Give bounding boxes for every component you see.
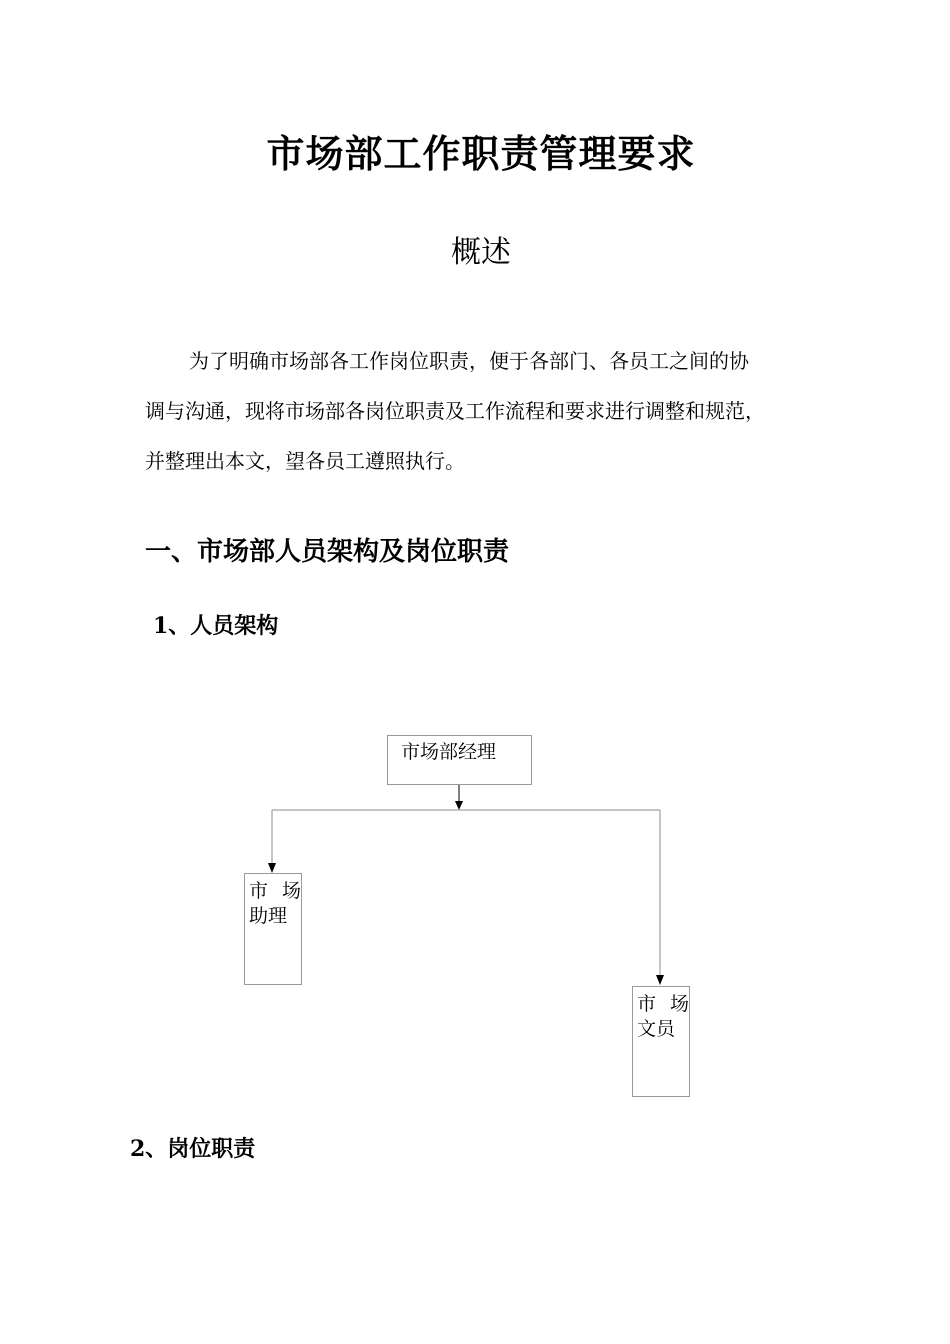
section-heading: 一、市场部人员架构及岗位职责 [145, 537, 510, 567]
arrow-head-icon [455, 801, 463, 810]
subheading-org-structure: 1、人员架构 [153, 613, 279, 639]
intro-line: 并整理出本文，望各员工遵照执行。 [145, 449, 465, 473]
org-box-label: 文员 [637, 1018, 676, 1040]
document-title: 市场部工作职责管理要求 [266, 131, 696, 176]
org-box-label: 助理 [249, 905, 288, 927]
document-subtitle: 概述 [451, 235, 511, 270]
org-box-label: 市 场 [637, 993, 689, 1015]
subheading-duties: 2、岗位职责 [130, 1136, 256, 1162]
intro-line: 调与沟通，现将市场部各岗位职责及工作流程和要求进行调整和规范， [145, 399, 765, 423]
org-box-assistant [244, 873, 302, 985]
org-box-manager [387, 735, 532, 785]
intro-paragraph [145, 336, 835, 486]
org-box-label: 市场部经理 [401, 741, 497, 763]
org-box-label: 市 场 [249, 880, 301, 902]
org-box-clerk [632, 986, 690, 1097]
arrow-head-icon [656, 975, 664, 985]
intro-line: 为了明确市场部各工作岗位职责，便于各部门、各员工之间的协 [189, 349, 749, 373]
arrow-head-icon [268, 863, 276, 873]
